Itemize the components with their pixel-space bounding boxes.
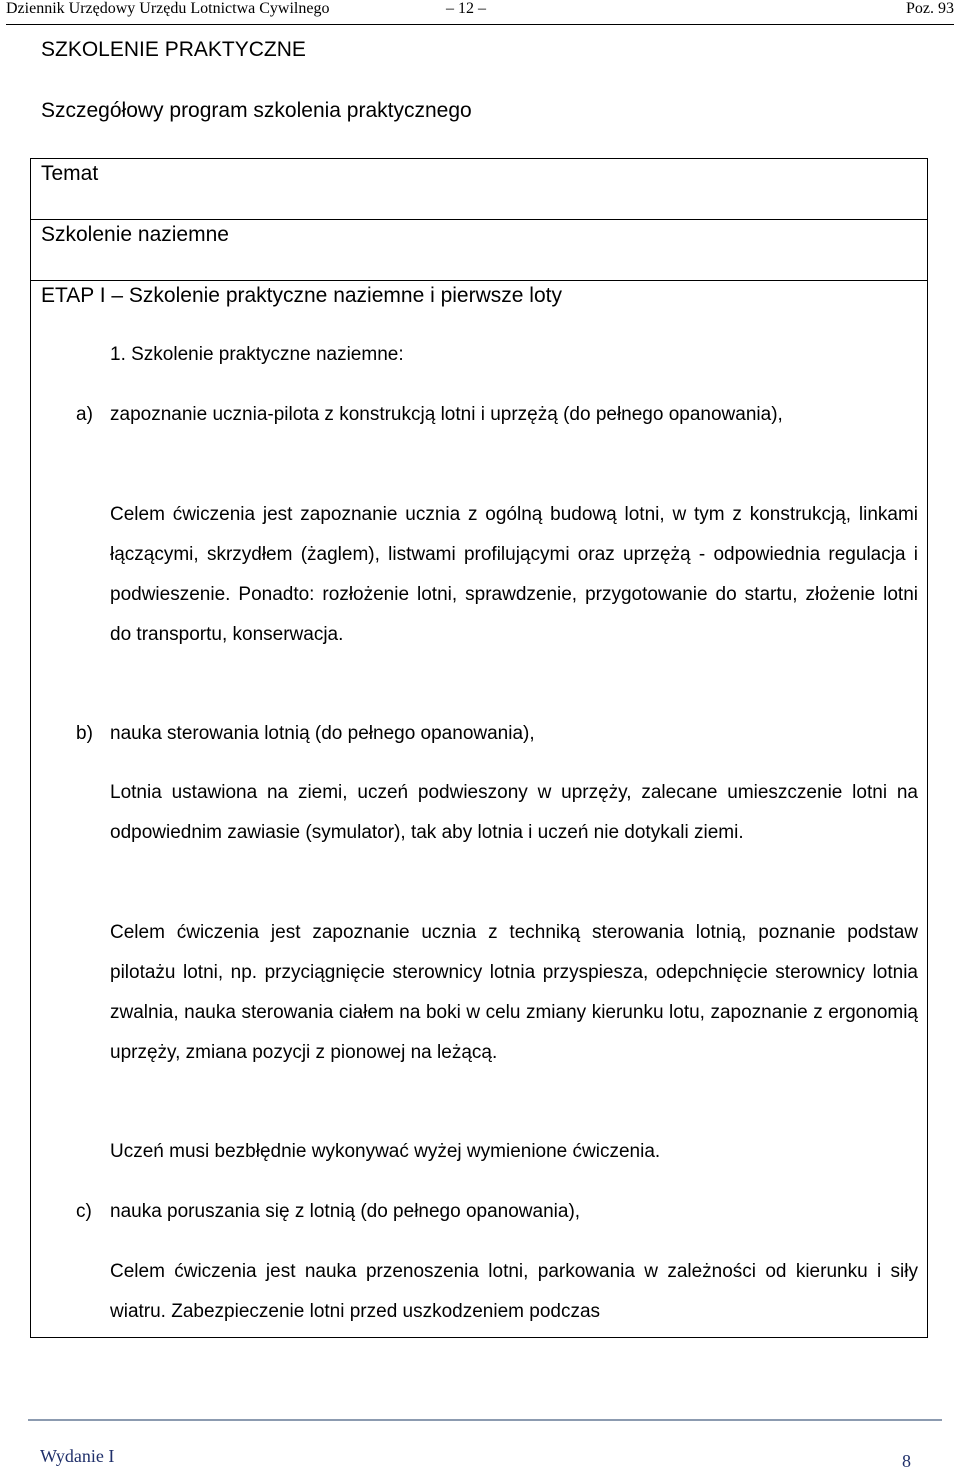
item-c-text: nauka poruszania się z lotnią (do pełnego opanowania), bbox=[110, 1201, 581, 1222]
item-a-text: zapoznanie ucznia-pilota z konstrukcją lotni i uprzężą (do pełnego opanowania), bbox=[110, 404, 783, 425]
item-b-description-2: Celem ćwiczenia jest zapoznanie ucznia z techniką sterowania lotnią, poznanie podstaw pilotażu lotni, np. przyciągnięcie sterownicy lotnia przyspiesza, odepchnięcie sterownicy lotnia zwalnia, nauka sterowania ciałem na boki w celu zmiany kierunku lotu, zapoznanie z ergonomią uprzęży, zmiana pozycji z pionowej na leżącą. bbox=[110, 922, 918, 1063]
item-c bbox=[76, 1192, 918, 1232]
page-header bbox=[6, 0, 954, 25]
section-title: SZKOLENIE PRAKTYCZNE bbox=[41, 38, 306, 61]
item-a-label: a) bbox=[76, 404, 93, 425]
item-c-description: Celem ćwiczenia jest nauka przenoszenia lotni, parkowania w zależności od kierunku i siły wiatru. Zabezpieczenie lotni przed uszkodzeniem podczas bbox=[110, 1261, 918, 1322]
item-b-description-1: Lotnia ustawiona na ziemi, uczeń podwieszony w uprzęży, zalecane umieszczenie lotni na odpowiednim zawiasie (symulator), tak aby lotnia i uczeń nie dotykali ziemi. bbox=[110, 782, 918, 843]
header-journal-title: Dziennik Urzędowy Urzędu Lotnictwa Cywilnego bbox=[6, 0, 330, 17]
footer-divider bbox=[28, 1419, 942, 1421]
item-b-label: b) bbox=[76, 723, 93, 744]
etap-label: ETAP I – Szkolenie praktyczne naziemne i pierwsze loty bbox=[41, 284, 562, 307]
footer-page-number: 8 bbox=[902, 1451, 911, 1471]
item-a-description: Celem ćwiczenia jest zapoznanie ucznia z ogólną budową lotni, w tym z konstrukcją, linkami łączącymi, skrzydłem (żaglem), listwami profilującymi oraz uprzężą - odpowiednia regulacja i podwieszenie. Ponadto: rozłożenie lotni, sprawdzenie, przygotowanie do startu, złożenie lotni do transportu, konserwacja. bbox=[110, 504, 918, 645]
temat-label: Temat bbox=[41, 162, 99, 185]
item-b-description-3: Uczeń musi bezbłędnie wykonywać wyżej wymienione ćwiczenia. bbox=[110, 1141, 661, 1162]
item-1-heading: 1. Szkolenie praktyczne naziemne: bbox=[110, 344, 404, 365]
temat-box bbox=[30, 158, 928, 220]
item-c-label: c) bbox=[76, 1201, 92, 1222]
header-page-number: – 12 – bbox=[446, 0, 486, 17]
szkolenie-naziemne-box bbox=[30, 219, 928, 281]
program-title: Szczegółowy program szkolenia praktycznego bbox=[41, 99, 472, 122]
szkolenie-naziemne-label: Szkolenie naziemne bbox=[41, 223, 229, 246]
footer-edition: Wydanie I bbox=[40, 1446, 115, 1466]
item-b bbox=[76, 714, 918, 754]
item-a bbox=[76, 395, 918, 435]
header-position: Poz. 93 bbox=[906, 0, 954, 17]
item-b-text: nauka sterowania lotnią (do pełnego opanowania), bbox=[110, 723, 535, 744]
